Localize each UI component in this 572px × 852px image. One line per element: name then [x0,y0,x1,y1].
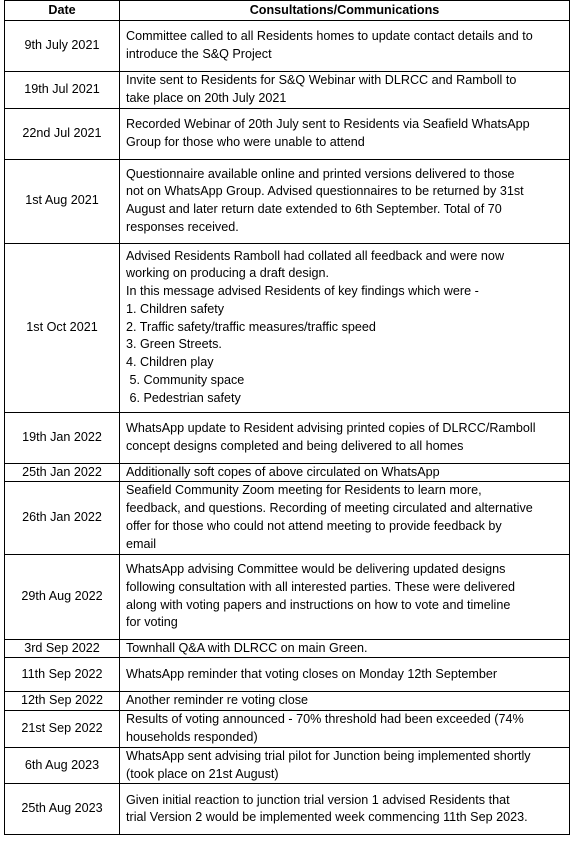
description-line: responses received. [126,219,239,234]
row-description [120,658,570,692]
row-date: 22nd Jul 2021 [5,108,120,159]
table-body [5,21,570,835]
description-line: concept designs completed and being delivered to all homes [126,438,464,453]
row-description [120,108,570,159]
description-line: Committee called to all Residents homes to update contact details and to [126,29,533,44]
description-line: (took place on 21st August) [126,766,279,781]
table-row [5,639,570,658]
description-line: August and later return date extended to 6th September. Total of 70 [126,202,502,217]
header-row [5,1,570,21]
row-date: 6th Aug 2023 [5,747,120,784]
table-row [5,108,570,159]
row-description [120,639,570,658]
description-line: along with voting papers and instructions on how to vote and timeline [126,597,511,612]
description-line: 3. Green Streets. [126,337,222,352]
description-line: email [126,536,157,551]
description-line: Seafield Community Zoom meeting for Residents to learn more, [126,483,482,498]
description-line: WhatsApp sent advising trial pilot for Junction being implemented shortly [126,748,531,763]
description-line: WhatsApp update to Resident advising printed copies of DLRCC/Ramboll [126,420,536,435]
table-row [5,747,570,784]
table-row [5,463,570,482]
description-line: 4. Children play [126,355,214,370]
row-date: 29th Aug 2022 [5,554,120,639]
description-line: introduce the S&Q Project [126,47,272,61]
description-line: households responded) [126,729,258,744]
table-row [5,243,570,412]
description-line: Invite sent to Residents for S&Q Webinar with DLRCC and Ramboll to [126,73,517,87]
description-line: Recorded Webinar of 20th July sent to Residents via Seafield WhatsApp [126,116,530,131]
row-date: 19th Jan 2022 [5,412,120,463]
row-date: 26th Jan 2022 [5,482,120,554]
row-description [120,159,570,243]
row-date: 3rd Sep 2022 [5,639,120,658]
table-row [5,21,570,72]
row-description [120,784,570,835]
description-line: In this message advised Residents of key findings which were - [126,284,479,299]
row-description [120,711,570,748]
table-row [5,554,570,639]
table-row [5,784,570,835]
row-date: 25th Aug 2023 [5,784,120,835]
row-date: 1st Oct 2021 [5,243,120,412]
description-line: Townhall Q&A with DLRCC on main Green. [126,640,368,655]
description-line: 6. Pedestrian safety [126,390,241,405]
row-date: 9th July 2021 [5,21,120,72]
row-description [120,482,570,554]
description-line: for voting [126,615,178,630]
description-line: Results of voting announced - 70% threshold had been exceeded (74% [126,712,524,727]
description-line: Another reminder re voting close [126,693,309,708]
row-description [120,21,570,72]
row-description [120,554,570,639]
table-row [5,692,570,711]
description-line: trial Version 2 would be implemented week commencing 11th Sep 2023. [126,810,528,825]
row-description [120,412,570,463]
description-line: Group for those who were unable to attend [126,134,365,149]
row-description [120,463,570,482]
row-description [120,72,570,109]
description-line: following consultation with all interested parties. These were delivered [126,579,515,594]
table-row [5,482,570,554]
description-line: offer for those who could not attend meeting to provide feedback by [126,518,502,533]
header-date: Date [5,1,120,21]
table-row [5,711,570,748]
table-row [5,159,570,243]
description-line: WhatsApp advising Committee would be delivering updated designs [126,561,506,576]
table-row [5,412,570,463]
description-line: take place on 20th July 2021 [126,90,287,105]
description-line: WhatsApp reminder that voting closes on Monday 12th September [126,666,498,681]
row-date: 21st Sep 2022 [5,711,120,748]
row-description [120,692,570,711]
description-line: Questionnaire available online and printed versions delivered to those [126,166,515,181]
description-line: working on producing a draft design. [126,266,330,281]
description-line: Given initial reaction to junction trial version 1 advised Residents that [126,792,510,807]
description-line: feedback, and questions. Recording of meeting circulated and alternative [126,501,533,516]
row-date: 12th Sep 2022 [5,692,120,711]
row-date: 19th Jul 2021 [5,72,120,109]
description-line: 1. Children safety [126,301,225,316]
description-line: Additionally soft copes of above circulated on WhatsApp [126,464,440,479]
row-description [120,243,570,412]
row-date: 25th Jan 2022 [5,463,120,482]
description-line: Advised Residents Ramboll had collated all feedback and were now [126,248,505,263]
description-line: 2. Traffic safety/traffic measures/traffic speed [126,319,376,334]
row-date: 11th Sep 2022 [5,658,120,692]
row-date: 1st Aug 2021 [5,159,120,243]
table-row [5,72,570,109]
row-description [120,747,570,784]
consultations-table [4,0,570,835]
description-line: 5. Community space [126,373,245,388]
table-row [5,658,570,692]
header-consultations: Consultations/Communications [120,1,570,21]
description-line: not on WhatsApp Group. Advised questionnaires to be returned by 31st [126,184,524,199]
